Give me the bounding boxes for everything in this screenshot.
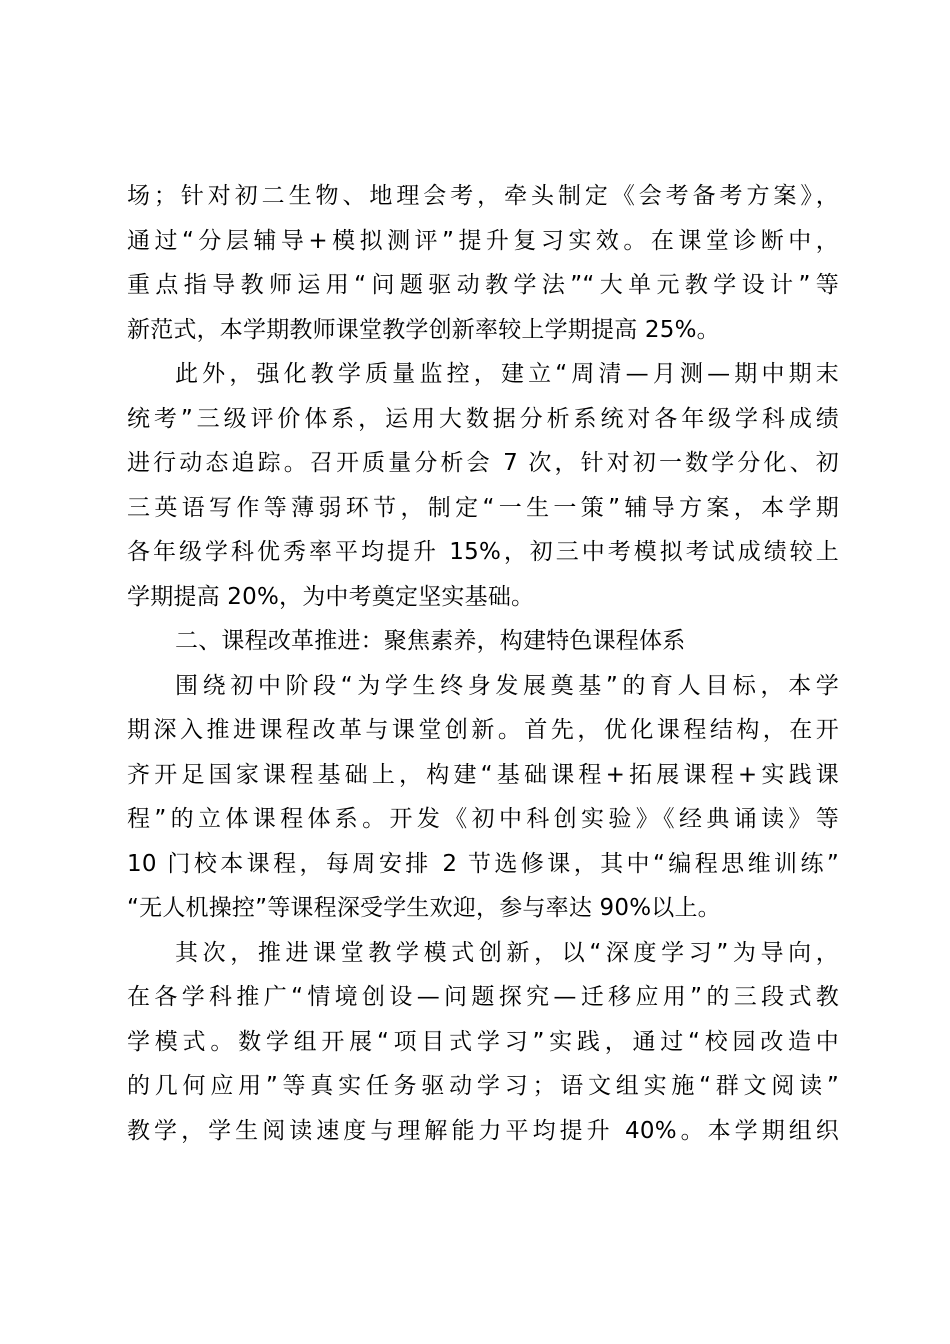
text-line: 新范式，本学期教师课堂教学创新率较上学期提高 25%。 (127, 316, 720, 343)
text-line: 期深入推进课程改革与课堂创新。首先，优化课程结构，在开 (127, 717, 839, 743)
text-line: 进行动态追踪。召开质量分析会 7 次，针对初一数学分化、初 (127, 450, 839, 476)
text-line: 通过“分层辅导+模拟测评”提升复习实效。在课堂诊断中， (127, 227, 839, 254)
text-line: 此外，强化教学质量监控，建立“周清—月测—期中期末 (175, 361, 839, 387)
text-line: 10 门校本课程，每周安排 2 节选修课，其中“编程思维训练” (127, 850, 839, 877)
text-line: 的几何应用”等真实任务驱动学习；语文组实施“群文阅读” (127, 1073, 839, 1099)
text-line: 其次，推进课堂教学模式创新，以“深度学习”为导向， (175, 939, 839, 966)
text-line: 程”的立体课程体系。开发《初中科创实验》《经典诵读》等 (127, 806, 839, 832)
text-line: 三英语写作等薄弱环节，制定“一生一策”辅导方案，本学期 (127, 494, 839, 521)
text-line: 学模式。数学组开展“项目式学习”实践，通过“校园改造中 (127, 1028, 839, 1055)
heading-line: 二、课程改革推进：聚焦素养，构建特色课程体系 (175, 628, 686, 654)
paragraph-3 (127, 664, 839, 931)
text-line: 在各学科推广“情境创设—问题探究—迁移应用”的三段式教 (127, 984, 839, 1010)
text-line: 学期提高 20%，为中考奠定坚实基础。 (127, 583, 535, 610)
text-line: 教学，学生阅读速度与理解能力平均提升 40%。本学期组织 (127, 1117, 839, 1144)
text-line: 各年级学科优秀率平均提升 15%，初三中考模拟考试成绩较上 (127, 539, 839, 565)
text-line: 围绕初中阶段“为学生终身发展奠基”的育人目标，本学 (175, 672, 839, 699)
text-line: 统考”三级评价体系，运用大数据分析系统对各年级学科成绩 (127, 405, 839, 432)
paragraph-4 (127, 931, 839, 1154)
section-heading (127, 619, 839, 664)
text-line: “无人机操控”等课程深受学生欢迎，参与率达 90%以上。 (127, 895, 721, 921)
text-line: 场；针对初二生物、地理会考，牵头制定《会考备考方案》， (127, 183, 839, 209)
body-text (127, 174, 839, 1153)
paragraph-2 (127, 352, 839, 619)
text-line: 重点指导教师运用“问题驱动教学法”“大单元教学设计”等 (127, 272, 839, 298)
text-line: 齐开足国家课程基础上，构建“基础课程+拓展课程+实践课 (127, 761, 839, 788)
paragraph-1 (127, 174, 839, 352)
